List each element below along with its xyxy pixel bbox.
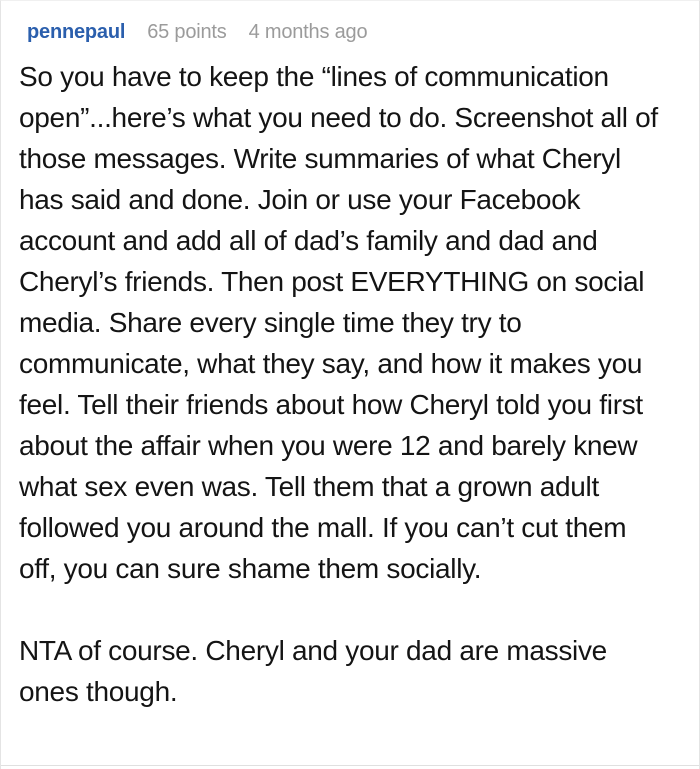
bottom-divider [1,765,699,766]
timestamp-label: 4 months ago [248,21,368,43]
comment-header [1,1,699,43]
comment-paragraph: NTA of course. Cheryl and your dad are massive ones though. [19,635,607,707]
comment-body [1,43,699,712]
points-label: 65 points [147,21,227,43]
comment-paragraph: So you have to keep the “lines of communication open”...here’s what you need to do. Screenshot all of those messages. Write summaries of what Cheryl has said and done. Join or use your Facebook account and add all of dad’s family and dad and Cheryl’s friends. Then post EVERYTHING on social media. Share every single time they try to communicate, what they say, and how it makes you feel. Tell their friends about how Cheryl told you first about the affair when you were 12 and barely knew what sex even was. Tell them that a grown adult followed you around the mall. If you can’t cut them off, you can sure shame them socially. [19,61,658,584]
username-link[interactable]: pennepaul [27,21,126,43]
